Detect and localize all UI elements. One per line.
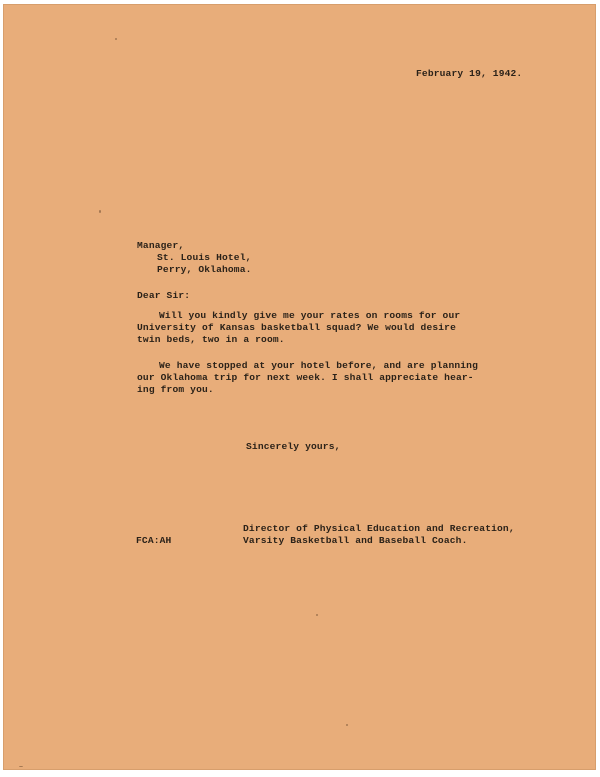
body-line: We have stopped at your hotel before, and are planning — [159, 360, 478, 371]
paper-speck — [316, 614, 318, 616]
recipient-line: Perry, Oklahoma. — [157, 264, 252, 275]
body-line: twin beds, two in a room. — [137, 334, 285, 345]
recipient-line: St. Louis Hotel, — [157, 252, 252, 263]
body-line: Will you kindly give me your rates on rooms for our — [159, 310, 461, 321]
letter-date: February 19, 1942. — [416, 68, 523, 79]
body-line: our Oklahoma trip for next week. I shall appreciate hear- — [137, 372, 474, 383]
salutation: Dear Sir: — [137, 290, 191, 301]
paper-speck — [346, 724, 348, 726]
paper-speck — [99, 210, 101, 213]
closing: Sincerely yours, — [246, 441, 341, 452]
recipient-line: Manager, — [137, 240, 185, 251]
paper-speck — [19, 766, 23, 767]
letter-page — [3, 4, 596, 770]
paper-speck — [115, 38, 117, 40]
body-line: ing from you. — [137, 384, 214, 395]
reference-initials: FCA:AH — [136, 535, 172, 546]
signature-title-line: Director of Physical Education and Recreation, — [243, 523, 515, 534]
signature-title-line: Varsity Basketball and Baseball Coach. — [243, 535, 468, 546]
body-line: University of Kansas basketball squad? We would desire — [137, 322, 456, 333]
